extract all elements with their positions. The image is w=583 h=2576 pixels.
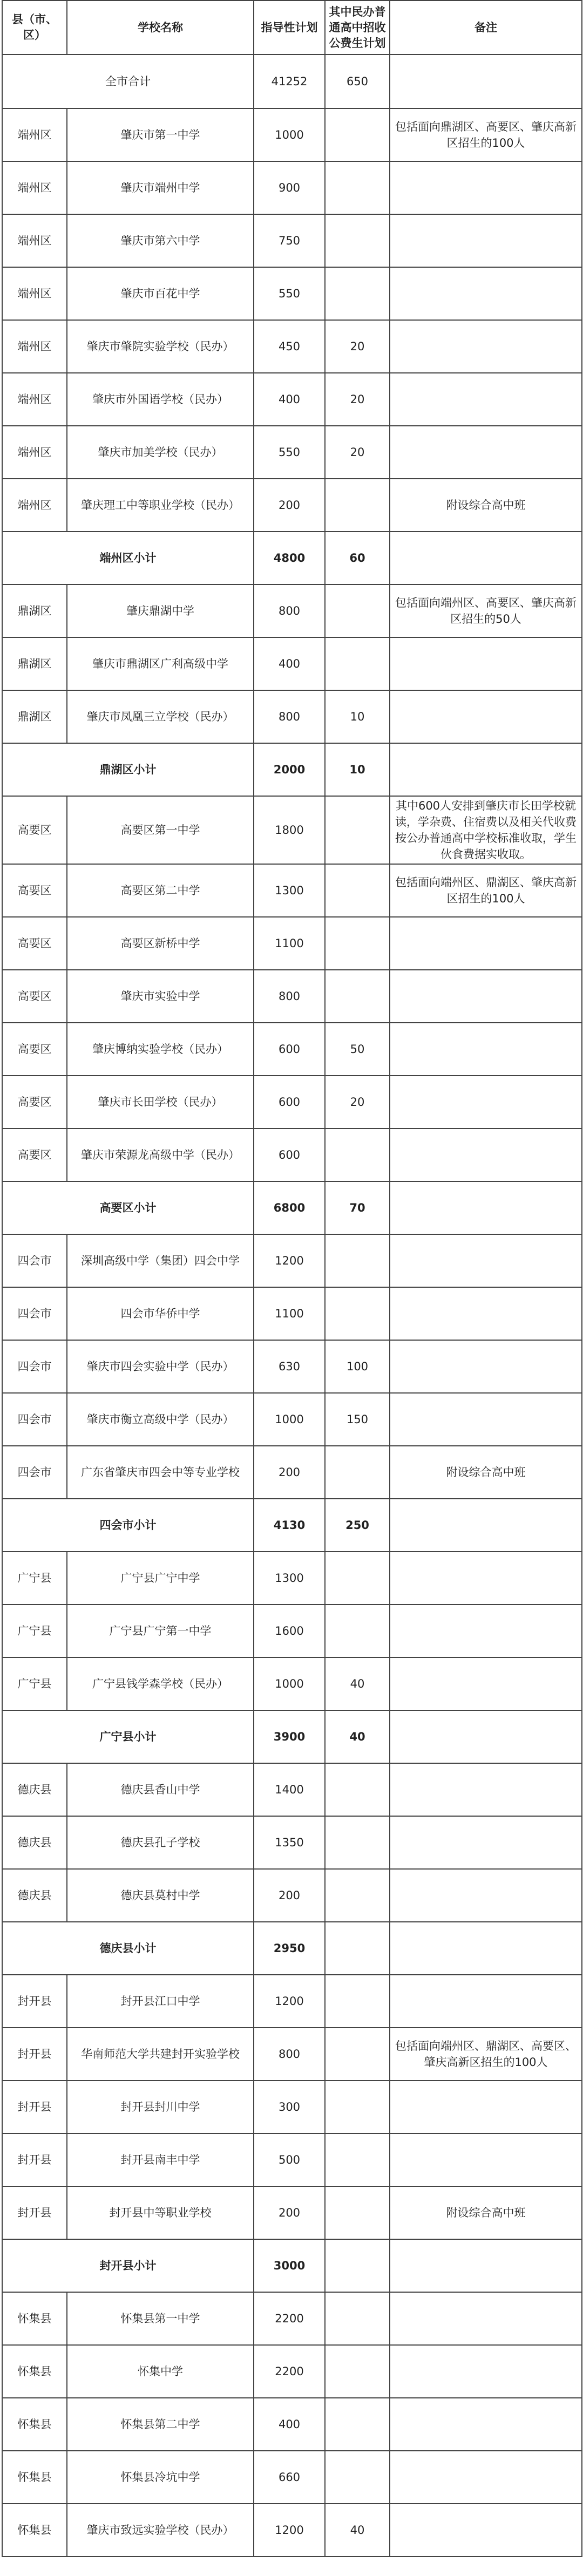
subtotal-public: 10 [325, 743, 390, 796]
county-cell: 四会市 [2, 1340, 67, 1393]
public-quota-cell [325, 2028, 390, 2081]
school-cell: 广宁县钱学森学校（民办） [67, 1657, 254, 1710]
note-cell [390, 637, 582, 690]
school-cell: 怀集中学 [67, 2345, 254, 2398]
county-cell: 德庆县 [2, 1816, 67, 1869]
plan-cell: 1800 [254, 796, 325, 864]
header-note: 备注 [390, 1, 582, 55]
plan-cell: 1300 [254, 1552, 325, 1605]
subtotal-row [2, 743, 582, 796]
plan-cell: 600 [254, 1129, 325, 1181]
subtotal-label: 端州区小计 [2, 532, 254, 584]
school-cell: 德庆县莫村中学 [67, 1869, 254, 1922]
note-cell [390, 1340, 582, 1393]
plan-cell: 1600 [254, 1605, 325, 1657]
public-quota-cell [325, 970, 390, 1023]
table-row [2, 1657, 582, 1710]
school-cell: 华南师范大学共建封开实验学校 [67, 2028, 254, 2081]
school-cell: 肇庆市荣源龙高级中学（民办） [67, 1129, 254, 1181]
school-cell: 肇庆市外国语学校（民办） [67, 373, 254, 426]
table-row [2, 1975, 582, 2028]
plan-cell: 750 [254, 214, 325, 267]
plan-cell: 200 [254, 1869, 325, 1922]
public-quota-cell [325, 637, 390, 690]
county-cell: 四会市 [2, 1393, 67, 1446]
county-cell: 封开县 [2, 2081, 67, 2133]
note-cell: 包括面向端州区、鼎湖区、肇庆高新区招生的100人 [390, 864, 582, 917]
subtotal-label: 四会市小计 [2, 1499, 254, 1552]
public-quota-cell [325, 1605, 390, 1657]
school-cell: 肇庆理工中等职业学校（民办） [67, 479, 254, 532]
table-row [2, 161, 582, 214]
subtotal-note [390, 1499, 582, 1552]
subtotal-plan: 4800 [254, 532, 325, 584]
county-cell: 怀集县 [2, 2292, 67, 2345]
county-cell: 德庆县 [2, 1763, 67, 1816]
county-cell: 高要区 [2, 1076, 67, 1129]
table-row [2, 214, 582, 267]
note-cell [390, 2081, 582, 2133]
subtotal-note [390, 1181, 582, 1234]
table-row [2, 1552, 582, 1605]
plan-cell: 900 [254, 161, 325, 214]
note-cell [390, 1023, 582, 1076]
school-cell: 封开县中等职业学校 [67, 2186, 254, 2239]
plan-cell: 600 [254, 1076, 325, 1129]
note-cell [390, 426, 582, 479]
plan-cell: 200 [254, 2186, 325, 2239]
plan-cell: 600 [254, 1023, 325, 1076]
plan-cell: 1350 [254, 1816, 325, 1869]
plan-cell: 300 [254, 2081, 325, 2133]
plan-cell: 1100 [254, 917, 325, 970]
plan-cell: 800 [254, 584, 325, 637]
note-cell [390, 1552, 582, 1605]
subtotal-row [2, 1922, 582, 1975]
note-cell [390, 267, 582, 320]
subtotal-plan: 6800 [254, 1181, 325, 1234]
note-cell: 附设综合高中班 [390, 2186, 582, 2239]
subtotal-row [2, 1710, 582, 1763]
plan-cell: 800 [254, 2028, 325, 2081]
plan-cell: 1300 [254, 864, 325, 917]
table-row [2, 2451, 582, 2504]
table-row [2, 1076, 582, 1129]
school-cell: 肇庆市百花中学 [67, 267, 254, 320]
subtotal-public [325, 2239, 390, 2292]
school-cell: 广宁县广宁第一中学 [67, 1605, 254, 1657]
public-quota-cell: 40 [325, 2504, 390, 2557]
note-cell [390, 917, 582, 970]
table-row [2, 2292, 582, 2345]
school-cell: 肇庆市加美学校（民办） [67, 426, 254, 479]
subtotal-note [390, 2239, 582, 2292]
subtotal-row [2, 532, 582, 584]
note-cell [390, 1129, 582, 1181]
subtotal-note [390, 1922, 582, 1975]
school-cell: 肇庆鼎湖中学 [67, 584, 254, 637]
subtotal-row [2, 1181, 582, 1234]
note-cell [390, 1287, 582, 1340]
table-row [2, 2504, 582, 2557]
public-quota-cell [325, 1287, 390, 1340]
subtotal-label: 高要区小计 [2, 1181, 254, 1234]
table-row [2, 479, 582, 532]
public-quota-cell: 100 [325, 1340, 390, 1393]
subtotal-public: 40 [325, 1710, 390, 1763]
public-quota-cell [325, 1129, 390, 1181]
table-row [2, 970, 582, 1023]
table-row [2, 2028, 582, 2081]
table-body [2, 55, 582, 2557]
subtotal-plan: 3000 [254, 2239, 325, 2292]
plan-cell: 1100 [254, 1287, 325, 1340]
table-row [2, 1340, 582, 1393]
school-cell: 肇庆市衡立高级中学（民办） [67, 1393, 254, 1446]
school-cell: 怀集县第一中学 [67, 2292, 254, 2345]
plan-cell: 550 [254, 426, 325, 479]
public-quota-cell [325, 2133, 390, 2186]
public-quota-cell [325, 1446, 390, 1499]
county-cell: 封开县 [2, 1975, 67, 2028]
table-row [2, 2398, 582, 2451]
county-cell: 端州区 [2, 426, 67, 479]
county-cell: 四会市 [2, 1287, 67, 1340]
note-cell [390, 1657, 582, 1710]
plan-cell: 800 [254, 690, 325, 743]
school-cell: 肇庆市端州中学 [67, 161, 254, 214]
county-cell: 封开县 [2, 2186, 67, 2239]
county-cell: 封开县 [2, 2133, 67, 2186]
note-cell [390, 1975, 582, 2028]
note-cell: 其中600人安排到肇庆市长田学校就读，学杂费、住宿费以及相关代收费按公办普通高中学校标准收取，学生伙食费据实收取。 [390, 796, 582, 864]
public-quota-cell [325, 2345, 390, 2398]
note-cell [390, 1605, 582, 1657]
plan-cell: 1000 [254, 1657, 325, 1710]
plan-cell: 200 [254, 1446, 325, 1499]
public-quota-cell [325, 796, 390, 864]
note-cell [390, 1076, 582, 1129]
county-cell: 广宁县 [2, 1657, 67, 1710]
county-cell: 端州区 [2, 108, 67, 161]
public-quota-cell [325, 2292, 390, 2345]
table-header [2, 1, 582, 55]
county-cell: 四会市 [2, 1234, 67, 1287]
plan-cell: 550 [254, 267, 325, 320]
school-cell: 封开县江口中学 [67, 1975, 254, 2028]
county-cell: 高要区 [2, 864, 67, 917]
plan-cell: 660 [254, 2451, 325, 2504]
subtotal-note [390, 743, 582, 796]
plan-cell: 1000 [254, 108, 325, 161]
public-quota-cell [325, 1234, 390, 1287]
county-cell: 封开县 [2, 2028, 67, 2081]
subtotal-label: 封开县小计 [2, 2239, 254, 2292]
county-cell: 四会市 [2, 1446, 67, 1499]
note-cell [390, 2504, 582, 2557]
table-row [2, 1023, 582, 1076]
header-county: 县（市、区） [2, 1, 67, 55]
city-total-public: 650 [325, 55, 390, 108]
county-cell: 高要区 [2, 970, 67, 1023]
public-quota-cell [325, 1816, 390, 1869]
public-quota-cell [325, 917, 390, 970]
public-quota-cell: 20 [325, 1076, 390, 1129]
public-quota-cell [325, 267, 390, 320]
table-row [2, 108, 582, 161]
table-row [2, 1234, 582, 1287]
note-cell [390, 373, 582, 426]
county-cell: 端州区 [2, 373, 67, 426]
county-cell: 德庆县 [2, 1869, 67, 1922]
county-cell: 端州区 [2, 320, 67, 373]
plan-cell: 400 [254, 637, 325, 690]
subtotal-note [390, 1710, 582, 1763]
county-cell: 高要区 [2, 1129, 67, 1181]
table-row [2, 267, 582, 320]
table-row [2, 1287, 582, 1340]
note-cell [390, 2133, 582, 2186]
city-total-row [2, 55, 582, 108]
school-cell: 深圳高级中学（集团）四会中学 [67, 1234, 254, 1287]
note-cell: 包括面向鼎湖区、高要区、肇庆高新区招生的100人 [390, 108, 582, 161]
school-cell: 肇庆博纳实验学校（民办） [67, 1023, 254, 1076]
school-cell: 高要区第一中学 [67, 796, 254, 864]
note-cell [390, 1869, 582, 1922]
enrollment-plan-table [2, 0, 582, 2557]
public-quota-cell [325, 214, 390, 267]
plan-cell: 800 [254, 970, 325, 1023]
plan-cell: 1400 [254, 1763, 325, 1816]
county-cell: 鼎湖区 [2, 584, 67, 637]
subtotal-label: 德庆县小计 [2, 1922, 254, 1975]
public-quota-cell [325, 1552, 390, 1605]
school-cell: 肇庆市肇院实验学校（民办） [67, 320, 254, 373]
subtotal-public [325, 1922, 390, 1975]
school-cell: 肇庆市长田学校（民办） [67, 1076, 254, 1129]
county-cell: 怀集县 [2, 2398, 67, 2451]
note-cell [390, 1816, 582, 1869]
county-cell: 端州区 [2, 161, 67, 214]
table-row [2, 1763, 582, 1816]
plan-cell: 1000 [254, 1393, 325, 1446]
county-cell: 鼎湖区 [2, 690, 67, 743]
table-row [2, 1393, 582, 1446]
school-cell: 怀集县冷坑中学 [67, 2451, 254, 2504]
note-cell [390, 970, 582, 1023]
note-cell [390, 214, 582, 267]
note-cell [390, 2451, 582, 2504]
county-cell: 端州区 [2, 214, 67, 267]
header-public-quota: 其中民办普通高中招收公费生计划 [325, 1, 390, 55]
school-cell: 肇庆市第六中学 [67, 214, 254, 267]
plan-cell: 200 [254, 479, 325, 532]
school-cell: 怀集县第二中学 [67, 2398, 254, 2451]
school-cell: 肇庆市四会实验中学（民办） [67, 1340, 254, 1393]
public-quota-cell [325, 2398, 390, 2451]
plan-cell: 450 [254, 320, 325, 373]
note-cell [390, 161, 582, 214]
table-row [2, 2081, 582, 2133]
plan-cell: 630 [254, 1340, 325, 1393]
county-cell: 高要区 [2, 1023, 67, 1076]
subtotal-public: 60 [325, 532, 390, 584]
public-quota-cell: 150 [325, 1393, 390, 1446]
school-cell: 肇庆市鼎湖区广利高级中学 [67, 637, 254, 690]
note-cell [390, 2292, 582, 2345]
table-row [2, 2345, 582, 2398]
note-cell [390, 1763, 582, 1816]
school-cell: 肇庆市实验中学 [67, 970, 254, 1023]
school-cell: 肇庆市致远实验学校（民办） [67, 2504, 254, 2557]
county-cell: 鼎湖区 [2, 637, 67, 690]
table-row [2, 637, 582, 690]
table-row [2, 690, 582, 743]
table-row [2, 1129, 582, 1181]
subtotal-plan: 2950 [254, 1922, 325, 1975]
plan-cell: 2200 [254, 2345, 325, 2398]
plan-cell: 400 [254, 373, 325, 426]
subtotal-plan: 4130 [254, 1499, 325, 1552]
plan-cell: 2200 [254, 2292, 325, 2345]
public-quota-cell [325, 1869, 390, 1922]
table-row [2, 426, 582, 479]
subtotal-note [390, 532, 582, 584]
county-cell: 端州区 [2, 479, 67, 532]
public-quota-cell [325, 1975, 390, 2028]
subtotal-row [2, 1499, 582, 1552]
school-cell: 高要区第二中学 [67, 864, 254, 917]
public-quota-cell: 50 [325, 1023, 390, 1076]
county-cell: 高要区 [2, 796, 67, 864]
public-quota-cell: 20 [325, 373, 390, 426]
plan-cell: 400 [254, 2398, 325, 2451]
table-row [2, 373, 582, 426]
school-cell: 高要区新桥中学 [67, 917, 254, 970]
school-cell: 肇庆市凤凰三立学校（民办） [67, 690, 254, 743]
note-cell [390, 1234, 582, 1287]
table-row [2, 1446, 582, 1499]
table-row [2, 796, 582, 864]
school-cell: 肇庆市第一中学 [67, 108, 254, 161]
public-quota-cell [325, 479, 390, 532]
subtotal-public: 250 [325, 1499, 390, 1552]
school-cell: 封开县封川中学 [67, 2081, 254, 2133]
table-row [2, 320, 582, 373]
table-row [2, 864, 582, 917]
school-cell: 德庆县香山中学 [67, 1763, 254, 1816]
county-cell: 广宁县 [2, 1552, 67, 1605]
county-cell: 怀集县 [2, 2451, 67, 2504]
table-row [2, 584, 582, 637]
school-cell: 封开县南丰中学 [67, 2133, 254, 2186]
public-quota-cell [325, 864, 390, 917]
plan-cell: 1200 [254, 2504, 325, 2557]
public-quota-cell [325, 2451, 390, 2504]
subtotal-plan: 2000 [254, 743, 325, 796]
school-cell: 广宁县广宁中学 [67, 1552, 254, 1605]
public-quota-cell: 20 [325, 320, 390, 373]
subtotal-plan: 3900 [254, 1710, 325, 1763]
note-cell [390, 690, 582, 743]
school-cell: 广东省肇庆市四会中等专业学校 [67, 1446, 254, 1499]
table-row [2, 1605, 582, 1657]
county-cell: 怀集县 [2, 2504, 67, 2557]
public-quota-cell: 20 [325, 426, 390, 479]
public-quota-cell: 40 [325, 1657, 390, 1710]
county-cell: 高要区 [2, 917, 67, 970]
public-quota-cell: 10 [325, 690, 390, 743]
subtotal-public: 70 [325, 1181, 390, 1234]
city-total-plan: 41252 [254, 55, 325, 108]
school-cell: 四会市华侨中学 [67, 1287, 254, 1340]
plan-cell: 1200 [254, 1234, 325, 1287]
subtotal-label: 鼎湖区小计 [2, 743, 254, 796]
city-total-note [390, 55, 582, 108]
header-school: 学校名称 [67, 1, 254, 55]
school-cell: 德庆县孔子学校 [67, 1816, 254, 1869]
public-quota-cell [325, 161, 390, 214]
note-cell: 包括面向端州区、鼎湖区、高要区、肇庆高新区招生的100人 [390, 2028, 582, 2081]
public-quota-cell [325, 108, 390, 161]
plan-cell: 1200 [254, 1975, 325, 2028]
header-plan: 指导性计划 [254, 1, 325, 55]
public-quota-cell [325, 2081, 390, 2133]
note-cell: 附设综合高中班 [390, 1446, 582, 1499]
subtotal-row [2, 2239, 582, 2292]
table-row [2, 1869, 582, 1922]
public-quota-cell [325, 2186, 390, 2239]
county-cell: 端州区 [2, 267, 67, 320]
plan-cell: 500 [254, 2133, 325, 2186]
subtotal-label: 广宁县小计 [2, 1710, 254, 1763]
public-quota-cell [325, 1763, 390, 1816]
table-row [2, 1816, 582, 1869]
note-cell: 包括面向端州区、高要区、肇庆高新区招生的50人 [390, 584, 582, 637]
table-row [2, 2186, 582, 2239]
public-quota-cell [325, 584, 390, 637]
county-cell: 广宁县 [2, 1605, 67, 1657]
note-cell [390, 2398, 582, 2451]
table-row [2, 917, 582, 970]
city-total-label: 全市合计 [2, 55, 254, 108]
table-row [2, 2133, 582, 2186]
note-cell: 附设综合高中班 [390, 479, 582, 532]
note-cell [390, 2345, 582, 2398]
county-cell: 怀集县 [2, 2345, 67, 2398]
note-cell [390, 320, 582, 373]
note-cell [390, 1393, 582, 1446]
